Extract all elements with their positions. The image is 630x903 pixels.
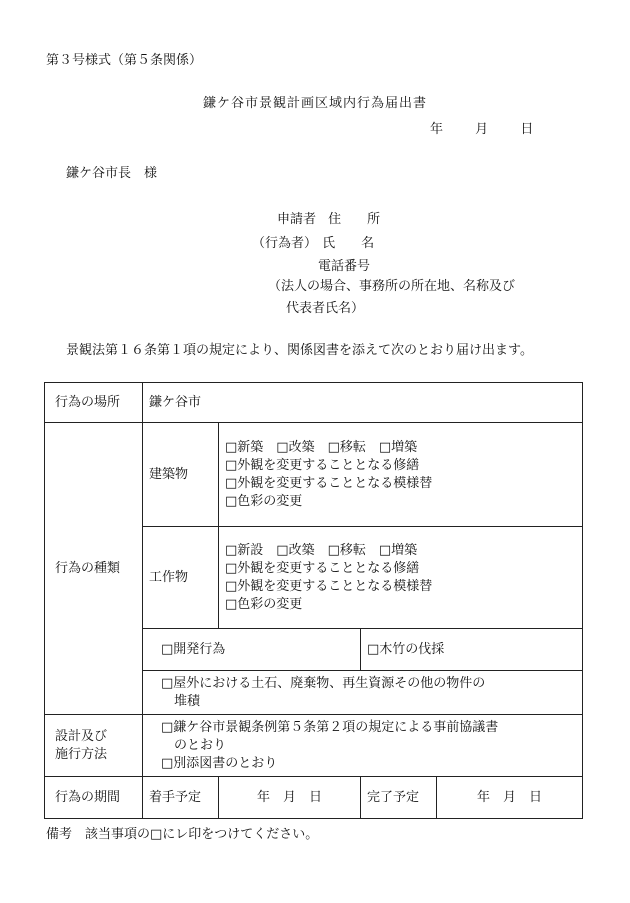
tree-cutting-option[interactable]: □木竹の伐採 (361, 629, 583, 671)
date-year: 年 (430, 122, 444, 137)
storage-line-1: □屋外における土石、廃棄物、再生資源その他の物件の (161, 675, 486, 691)
building-option[interactable]: □色彩の変更 (225, 493, 303, 509)
building-label: 建築物 (143, 423, 219, 527)
method-option-cont: のとおり (161, 737, 227, 753)
notice-text: 景観法第１６条第１項の規定により、関係図書を添えて次のとおり届け出ます。 (66, 343, 533, 358)
corp-note-2: 代表者氏名） (286, 301, 365, 316)
place-value: 鎌ケ谷市 (143, 383, 583, 423)
document-title: 鎌ケ谷市景観計画区域内行為届出書 (202, 96, 427, 111)
storage-line-2: 堆積 (161, 693, 201, 709)
actor-label: （行為者） (252, 236, 318, 251)
structure-option[interactable]: □新設 □改築 □移転 □増築 (225, 542, 418, 558)
structure-label: 工作物 (143, 527, 219, 629)
storage-option[interactable] (143, 671, 583, 715)
method-label (45, 715, 143, 777)
kind-label: 行為の種類 (45, 423, 143, 715)
structure-option[interactable]: □色彩の変更 (225, 596, 303, 612)
applicant-row-1 (258, 208, 380, 227)
addressee: 鎌ケ谷市長 様 (66, 166, 158, 181)
structure-option[interactable]: □外観を変更することとなる修繕 (225, 560, 420, 576)
form-number: 第３号様式（第５条関係） (46, 53, 203, 68)
address-label: 住 所 (328, 212, 381, 227)
period-label: 行為の期間 (45, 777, 143, 819)
name-label: 氏 名 (322, 236, 375, 251)
place-label: 行為の場所 (45, 383, 143, 423)
end-date[interactable]: 年 月 日 (437, 777, 583, 819)
method-label-1: 設計及び (55, 728, 108, 744)
building-options (219, 423, 583, 527)
notification-table (44, 382, 583, 819)
structure-option[interactable]: □外観を変更することとなる模様替 (225, 578, 433, 594)
applicant-label: 申請者 (276, 212, 316, 227)
start-date[interactable]: 年 月 日 (219, 777, 361, 819)
date-line (430, 118, 533, 137)
date-day: 日 (520, 122, 534, 137)
structure-options (219, 527, 583, 629)
footnote: 備考 該当事項の□にレ印をつけてください。 (46, 827, 319, 842)
start-label: 着手予定 (143, 777, 219, 819)
date-month: 月 (475, 122, 489, 137)
building-option[interactable]: □外観を変更することとなる模様替 (225, 475, 433, 491)
method-label-2: 施行方法 (55, 746, 108, 762)
building-option[interactable]: □外観を変更することとなる修繕 (225, 457, 420, 473)
phone-label: 電話番号 (318, 259, 371, 274)
method-option[interactable]: □鎌ケ谷市景観条例第５条第２項の規定による事前協議書 (161, 719, 499, 735)
method-options (143, 715, 583, 777)
development-option[interactable]: □開発行為 (143, 629, 361, 671)
building-option[interactable]: □新築 □改築 □移転 □増築 (225, 439, 418, 455)
applicant-row-2 (252, 232, 374, 251)
method-option[interactable]: □別添図書のとおり (161, 755, 278, 771)
end-label: 完了予定 (361, 777, 437, 819)
corp-note-1: （法人の場合、事務所の所在地、名称及び (268, 279, 516, 294)
